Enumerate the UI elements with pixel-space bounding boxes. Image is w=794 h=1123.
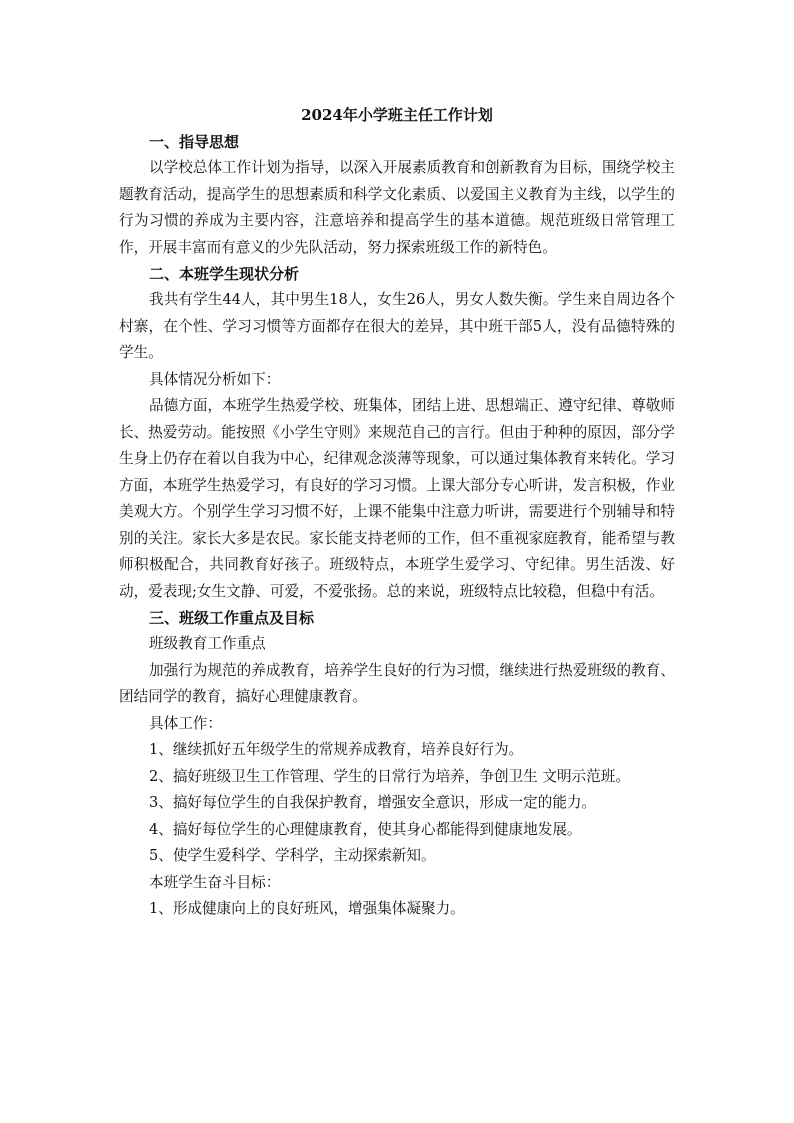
document-title: 2024年小学班主任工作计划 [301, 106, 493, 124]
paragraph-focus-detail: 加强行为规范的养成教育，培养学生良好的行为习惯，继续进行热爱班级的教育、团结同学的教育，搞好心理健康教育。 [119, 661, 675, 705]
list-item: 2、搞好班级卫生工作管理、学生的日常行为培养，争创卫生 文明示范班。 [149, 767, 630, 785]
paragraph-guiding-ideology: 以学校总体工作计划为指导，以深入开展素质教育和创新教育为目标，围绕学校主题教育活动，提高学生的思想素质和科学文化素质、以爱国主义教育为主线，以学生的行为习惯的养成为主要内容，注意培养和提高学生的基本道德。规范班级日常管理工作，开展丰富而有意义的少先队活动，努力探索班级工作的新特色。 [119, 159, 675, 256]
list-item: 3、搞好每位学生的自我保护教育，增强安全意识，形成一定的能力。 [149, 794, 597, 811]
paragraph-goals-label: 本班学生奋斗目标： [149, 873, 281, 891]
paragraph-analysis-detail: 品德方面，本班学生热爱学校、班集体，团结上进、思想端正、遵守纪律、尊敬师长、热爱劳动。能按照《小学生守则》来规范自己的言行。但由于种种的原因，部分学生身上仍存在着以自我为中心，纪律观念淡薄等现象，可以通过集体教育来转化。学习方面，本班学生热爱学习，有良好的学习习惯。上课大部分专心听讲，发言积极，作业美观大方。个别学生学习习惯不好，上课不能集中注意力听讲，需要进行个别辅导和特别的关注。家长大多是农民。家长能支持老师的工作，但不重视家庭教育，能希望与教师积极配合，共同教育好孩子。班级特点，本班学生爱学习、守纪律。男生活泼、好动，爱表现;女生文静、可爱，不爱张扬。总的来说，班级特点比较稳，但稳中有活。 [119, 397, 675, 600]
section-heading-focus-goals: 三、班级工作重点及目标 [149, 609, 315, 627]
section-heading-guiding-ideology: 一、指导思想 [149, 133, 240, 151]
paragraph-work-label: 具体工作： [149, 714, 222, 732]
list-item: 4、搞好每位学生的心理健康教育，使其身心都能得到健康地发展。 [149, 820, 582, 838]
section-heading-class-status: 二、本班学生现状分析 [149, 265, 300, 283]
paragraph-analysis-intro: 具体情况分析如下： [149, 370, 281, 388]
list-item: 5、使学生爱科学、学科学，主动探索新知。 [149, 847, 436, 864]
list-item: 1、形成健康向上的良好班风，增强集体凝聚力。 [149, 900, 465, 917]
paragraph-class-overview: 我共有学生44人，其中男生18人，女生26人，男女人数失衡。学生来自周边各个村寨，在个性、学习习惯等方面都存在很大的差异，其中班干部5人，没有品德特殊的学生。 [119, 291, 675, 361]
paragraph-focus-label: 班级教育工作重点 [149, 635, 266, 652]
list-item: 1、继续抓好五年级学生的常规养成教育，培养良好行为。 [149, 741, 524, 758]
